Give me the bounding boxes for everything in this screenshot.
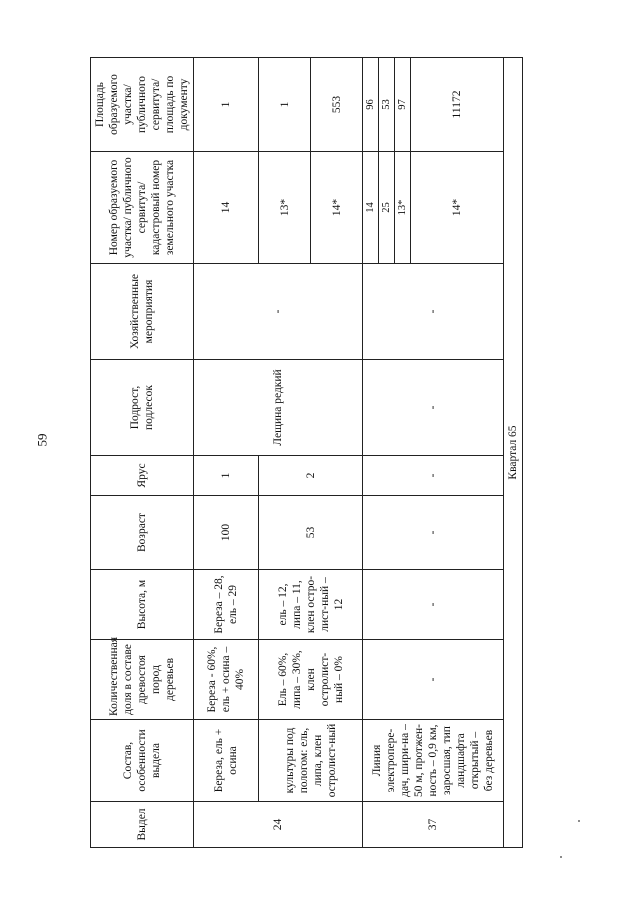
nomer-24-2a: 13* <box>258 151 310 263</box>
sostav-37: Линия электропере-дач, шири-на – 50 м, протжен-ность – 0,9 км, заросшая, тип ландшафта открытый – без деревьев <box>362 719 503 801</box>
ploshchad-24-1: 1 <box>193 57 258 151</box>
header-nomer: Номер образуемого участка/ публичного сервитута/кадастровый номер земельного участка <box>90 151 193 263</box>
scan-speck <box>560 856 562 858</box>
meropriyatiya-37: - <box>362 263 503 359</box>
vysota-37: - <box>362 569 503 639</box>
ploshchad-24-2b: 553 <box>310 57 362 151</box>
sostav-24-1: Береза, ель + осина <box>193 719 258 801</box>
header-dolya: Количественная доля в составе древостоя пород деревьев <box>90 639 193 719</box>
podrost-37: - <box>362 359 503 455</box>
forest-table <box>90 57 523 848</box>
page-number: 59 <box>34 433 50 447</box>
scan-speck <box>578 820 580 822</box>
vozrast-24-1: 100 <box>193 495 258 569</box>
nomer-37-1: 14 <box>362 151 378 263</box>
vysota-24-1: Береза – 28, ель – 29 <box>193 569 258 639</box>
ploshchad-37-3: 97 <box>394 57 410 151</box>
table-container <box>90 58 550 848</box>
ploshchad-24-2a: 1 <box>258 57 310 151</box>
yarus-24-1: 1 <box>193 455 258 495</box>
header-meropriyatiya: Хозяйственные мероприятия <box>90 263 193 359</box>
ploshchad-37-2: 53 <box>378 57 394 151</box>
vysota-24-2: ель – 12, липа – 11, клен остро-лист-ный – 12 <box>258 569 362 639</box>
header-yarus: Ярус <box>90 455 193 495</box>
nomer-24-2b: 14* <box>310 151 362 263</box>
header-podrost: Подрост, подлесок <box>90 359 193 455</box>
header-sostav: Состав, особенности выдела <box>90 719 193 801</box>
nomer-24-1: 14 <box>193 151 258 263</box>
nomer-37-main: 14* <box>410 151 503 263</box>
header-ploshchad: Площадь образуемого участка/ публичного сервитута/ площадь по документу <box>90 57 193 151</box>
meropriyatiya-24: - <box>193 263 362 359</box>
header-row <box>90 57 193 847</box>
vydel-24: 24 <box>193 801 362 847</box>
vozrast-37: - <box>362 495 503 569</box>
vozrast-24-2: 53 <box>258 495 362 569</box>
sostav-24-2: культуры под пологом: ель, липа, клен остролист-ный <box>258 719 362 801</box>
dolya-24-1: Береза - 60%, ель + осина – 40% <box>193 639 258 719</box>
kvartal-label: Квартал 65 <box>503 57 522 847</box>
vydel-37: 37 <box>362 801 503 847</box>
table-row-24-birch <box>193 57 258 847</box>
dolya-37: - <box>362 639 503 719</box>
header-vozrast: Возраст <box>90 495 193 569</box>
podrost-24: Лещина редкий <box>193 359 362 455</box>
nomer-37-3: 13* <box>394 151 410 263</box>
dolya-24-2: Ель – 60%, липа – 30%, клен остролист-ный – 0% <box>258 639 362 719</box>
header-vysota: Высота, м <box>90 569 193 639</box>
nomer-37-2: 25 <box>378 151 394 263</box>
ploshchad-37-main: 11172 <box>410 57 503 151</box>
yarus-37: - <box>362 455 503 495</box>
header-vydel: Выдел <box>90 801 193 847</box>
ploshchad-37-1: 96 <box>362 57 378 151</box>
kvartal-row <box>503 57 522 847</box>
yarus-24-2: 2 <box>258 455 362 495</box>
table-row-37-a <box>362 57 378 847</box>
